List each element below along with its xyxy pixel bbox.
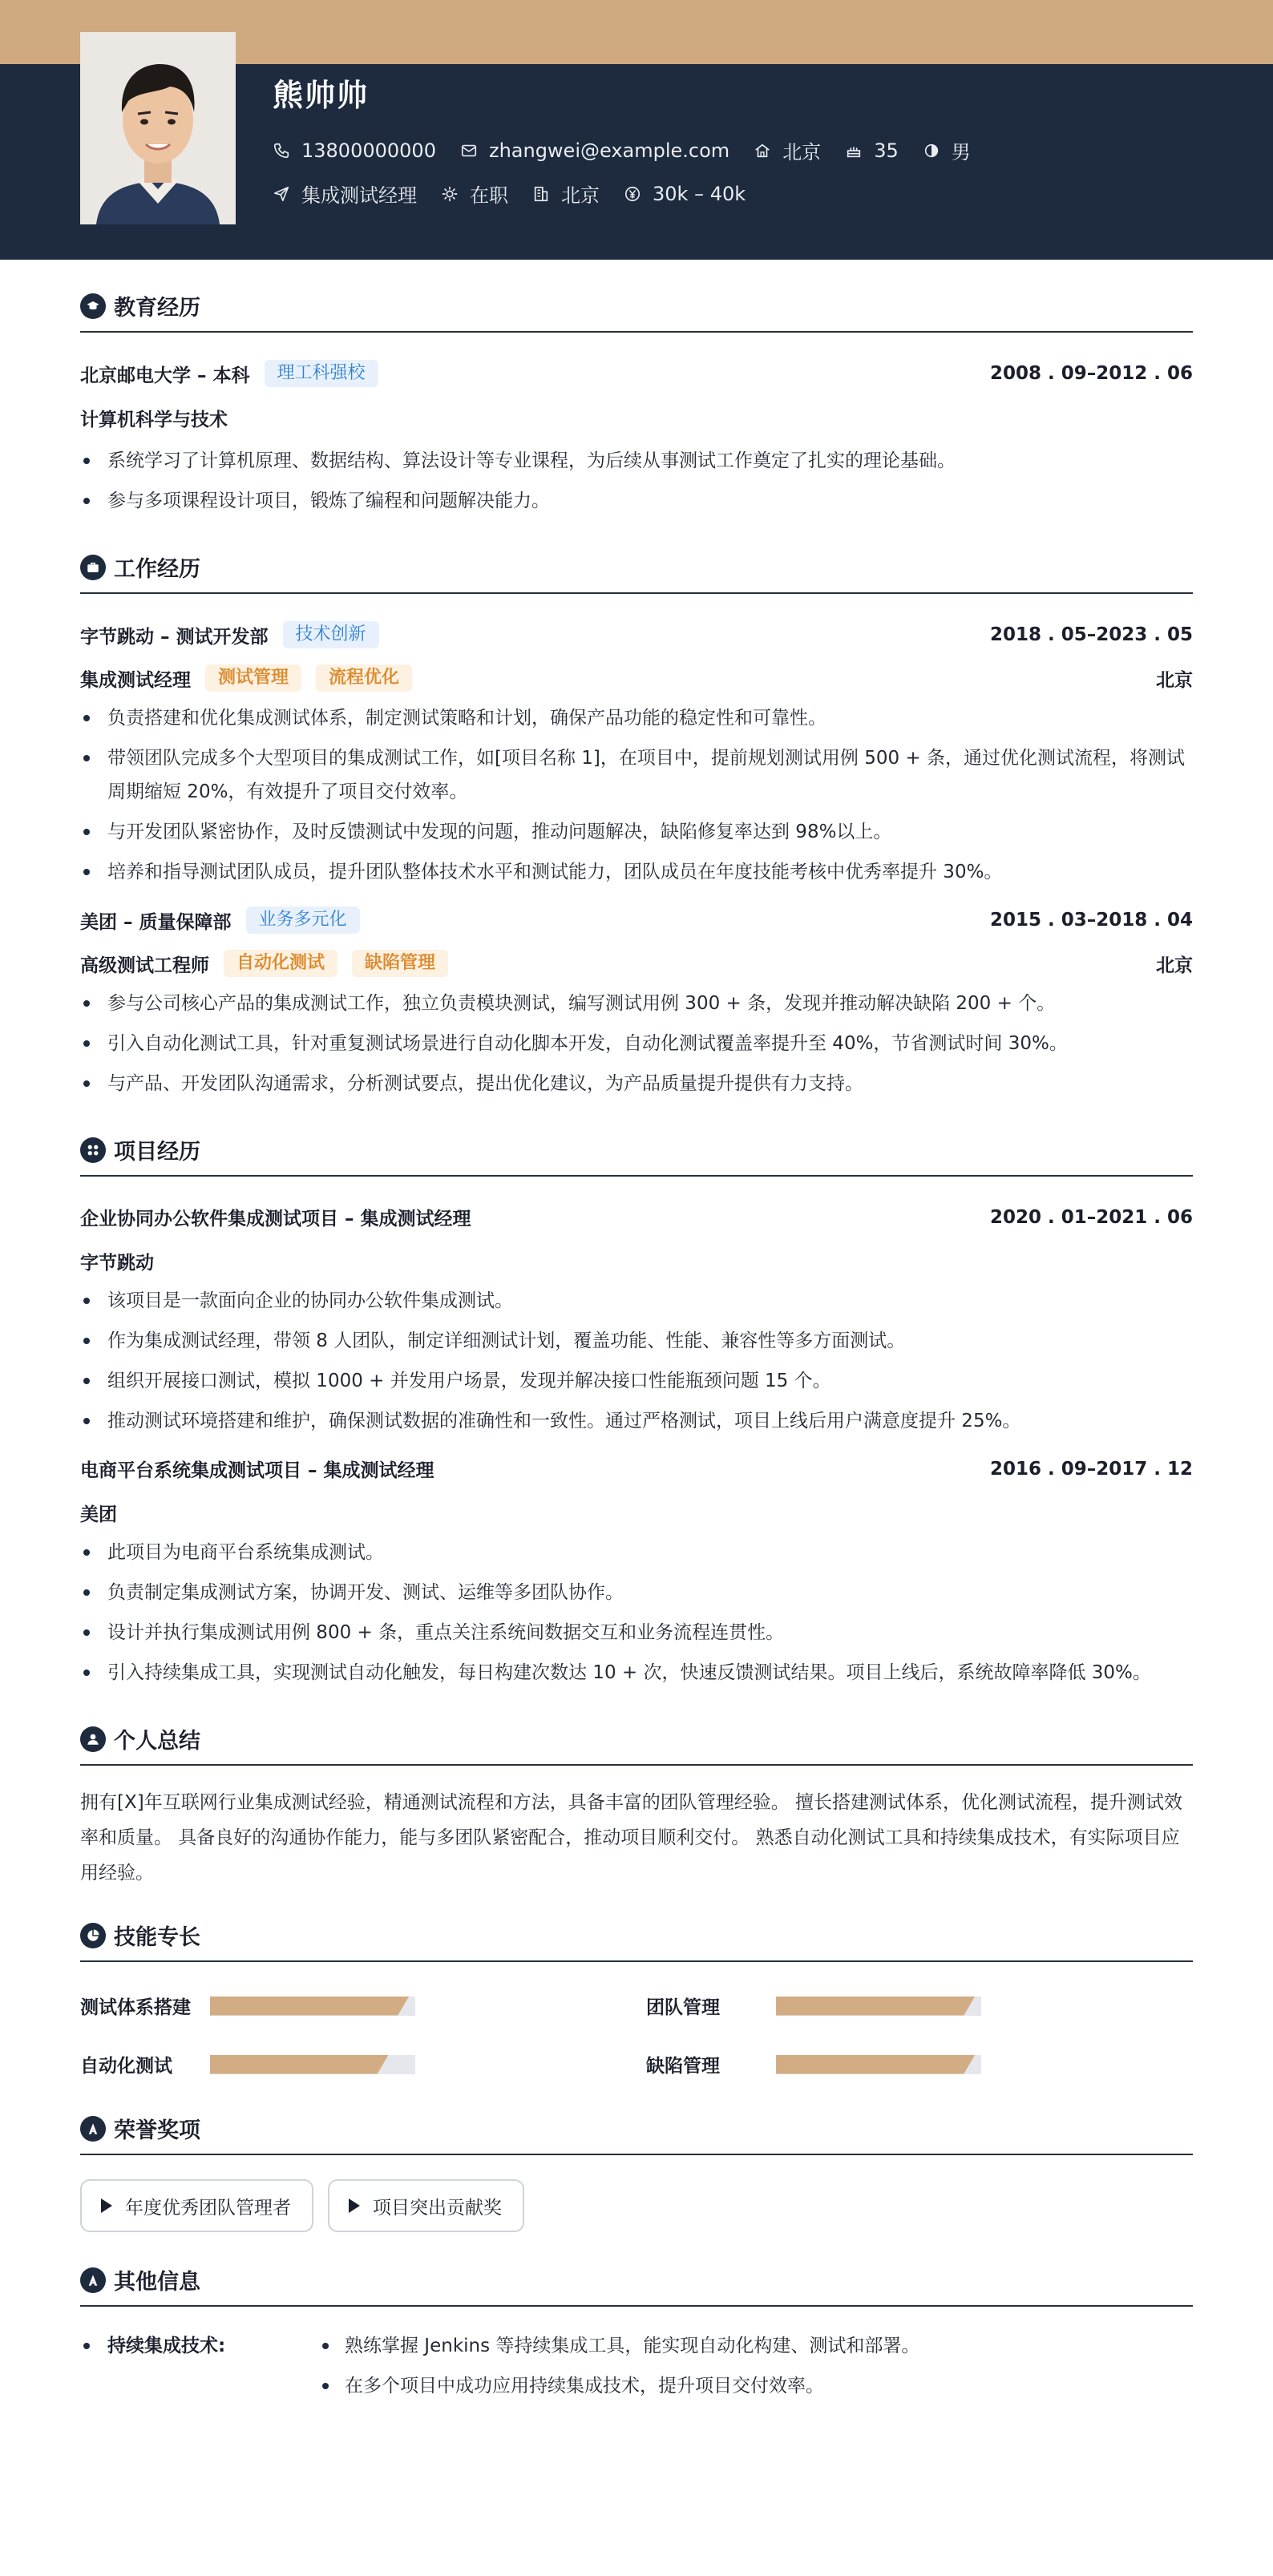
other-label: 持续集成技术: [80,2329,321,2409]
projects-title-text: 项目经历 [114,1140,200,1165]
work-title [80,551,1193,594]
list-item: 与产品、开发团队沟通需求，分析测试要点，提出优化建议，为产品质量提升提供有力支持。 [80,1067,1193,1100]
list-item: 引入持续集成工具，实现测试自动化触发，每日构建次数达 10 + 次，快速反馈测试结果。项目上线后，系统故障率降低 30%。 [80,1656,1193,1690]
other-list [321,2329,919,2409]
yen-icon [624,185,641,203]
honor-text: 年度优秀团队管理者 [125,2197,291,2219]
email-text: zhangwei@example.com [488,139,730,162]
job-entry [80,621,1193,889]
skills-title [80,1920,1193,1962]
job-date: 2018 . 05–2023 . 05 [989,624,1193,645]
skill-fill [776,2055,975,2074]
project-org: 字节跳动 [80,1253,154,1274]
list-item: 参与公司核心产品的集成测试工作，独立负责模块测试，编写测试用例 300 + 条，发现并推动解决缺陷 200 + 个。 [80,987,1193,1020]
job-location: 北京 [1156,669,1193,691]
job-target-text: 集成测试经理 [301,184,417,207]
list-item: 在多个项目中成功应用持续集成技术，提升项目交付效率。 [321,2369,919,2403]
other-title [80,2264,1193,2307]
project-entry [80,1204,1193,1438]
school-tag: 理工科强校 [265,360,378,387]
skills-grid [80,1993,1193,2077]
honor-chip [80,2179,313,2232]
list-item: 熟练掌握 Jenkins 等持续集成工具，能实现自动化构建、测试和部署。 [321,2329,919,2363]
skill-fill [210,2055,389,2074]
list-item: 推动测试环境搭建和维护，确保测试数据的准确性和一致性。通过严格测试，项目上线后用户满意度提升 25%。 [80,1404,1193,1438]
job-position-row [80,664,1193,692]
job-position: 高级测试工程师 [80,955,209,976]
contact-row [273,136,995,164]
skill-item [80,2051,646,2077]
list-item: 培养和指导测试团队成员，提升团队整体技术水平和测试能力，团队成员在年度技能考核中优秀率提升 30%。 [80,855,1193,889]
age-item [845,139,899,162]
gear-icon [441,185,459,203]
status-text: 在职 [470,184,508,207]
company-tag: 业务多元化 [246,906,360,934]
education-date: 2008 . 09–2012 . 06 [989,363,1193,384]
list-item: 组织开展接口测试，模拟 1000 + 并发用户场景，发现并解决接口性能瓶颈问题 15 个。 [80,1364,1193,1398]
job-target-item [273,180,417,208]
project-date: 2020 . 01–2021 . 06 [989,1206,1193,1228]
skill-bar [776,2055,981,2074]
summary-title-text: 个人总结 [114,1729,200,1754]
education-section [80,290,1193,518]
cake-icon [845,142,863,159]
age-text: 35 [874,139,899,162]
list-item: 与开发团队紧密协作，及时反馈测试中发现的问题，推动问题解决，缺陷修复率达到 98%以上。 [80,815,1193,849]
hometown-text: 北京 [782,141,822,164]
candidate-name: 熊帅帅 [273,78,370,113]
list-item: 该项目是一款面向企业的协同办公软件集成测试。 [80,1284,1193,1318]
list-item: 作为集成测试经理，带领 8 人团队，制定详细测试计划，覆盖功能、性能、兼容性等多方面测试。 [80,1324,1193,1358]
other-row [80,2329,1193,2409]
skill-bar [210,1997,415,2016]
summary-section [80,1723,1193,1891]
job-company: 美团 – 质量保障部 [80,911,232,933]
user-icon [80,1726,106,1752]
play-triangle-icon [349,2198,360,2213]
gender-text: 男 [951,141,971,164]
honors-title-text: 荣誉奖项 [114,2118,200,2143]
education-entry-header [80,360,1193,387]
honor-text: 项目突出贡献奖 [373,2197,502,2219]
job-location: 北京 [1156,955,1193,976]
info-icon [80,2267,106,2293]
project-org: 美团 [80,1504,117,1525]
resume-content [80,260,1193,2409]
skill-bar [776,1997,981,2016]
other-title-text: 其他信息 [114,2270,200,2295]
project-name: 电商平台系统集成测试项目 – 集成测试经理 [80,1460,434,1481]
other-section [80,2264,1193,2409]
list-item: 设计并执行集成测试用例 800 + 条，重点关注系统间数据交互和业务流程连贯性。 [80,1616,1193,1649]
phone-text: 13800000000 [301,139,436,162]
pie-chart-icon [80,1923,106,1948]
project-bullets [80,1284,1193,1438]
position-tag: 测试管理 [205,664,301,692]
job-entry [80,906,1193,1100]
job-position-row [80,950,1193,977]
summary-text: 拥有[X]年互联网行业集成测试经验，精通测试流程和方法，具备丰富的团队管理经验。 擅长搭建测试体系，优化测试流程，提升测试效率和质量。 具备良好的沟通协作能力，能与多团队紧密配合，推动项目顺利交付。 熟悉自动化测试工具和持续集成技术，有实际项目应用经验。 [80,1792,1183,1884]
job-position: 集成测试经理 [80,669,191,691]
education-bullets [80,444,1193,518]
salary-text: 30k – 40k [653,182,746,205]
summary-title [80,1723,1193,1766]
honors-list [80,2179,1193,2232]
home-icon [754,142,771,159]
phone-item [273,139,436,162]
avatar [80,32,236,224]
work-title-text: 工作经历 [114,557,200,582]
list-item: 带领团队完成多个大型项目的集成测试工作，如[项目名称 1]，在项目中，提前规划测试用例 500 + 条，通过优化测试流程，将测试周期缩短 20%，有效提升了项目交付效率。 [80,741,1193,809]
job-bullets [80,701,1193,889]
status-item [441,180,508,208]
project-bullets [80,1536,1193,1690]
skills-section [80,1920,1193,2077]
list-item: 此项目为电商平台系统集成测试。 [80,1536,1193,1569]
project-date: 2016 . 09–2017 . 12 [989,1458,1193,1480]
list-item: 系统学习了计算机原理、数据结构、算法设计等专业课程，为后续从事测试工作奠定了扎实的理论基础。 [80,444,1193,478]
position-tag: 自动化测试 [224,950,337,977]
skill-name: 团队管理 [646,1997,720,2018]
project-header [80,1456,1193,1482]
job-header [80,906,1193,934]
skill-fill [210,1997,409,2016]
play-triangle-icon [101,2198,112,2213]
hometown-item [754,136,821,164]
phone-icon [273,142,290,159]
gender-item [923,136,971,164]
honors-section [80,2113,1193,2232]
job-company: 字节跳动 – 测试开发部 [80,626,269,648]
education-title-text: 教育经历 [114,296,200,321]
position-tag: 流程优化 [316,664,412,692]
briefcase-icon [80,555,106,580]
company-tag: 技术创新 [283,621,379,648]
skill-bar [210,2055,415,2074]
grid-icon [80,1137,106,1163]
projects-title [80,1134,1193,1177]
list-item: 参与多项课程设计项目，锻炼了编程和问题解决能力。 [80,484,1193,518]
education-title [80,290,1193,333]
job-date: 2015 . 03–2018 . 04 [989,910,1193,931]
skill-fill [776,1997,975,2016]
city-text: 北京 [561,184,600,207]
mail-icon [460,142,478,159]
skill-item [646,2051,1193,2077]
skill-name: 自动化测试 [80,2056,172,2077]
job-bullets [80,987,1193,1100]
award-icon [80,2116,106,2142]
honors-title [80,2113,1193,2155]
list-item: 引入自动化测试工具，针对重复测试场景进行自动化脚本开发，自动化测试覆盖率提升至 40%，节省测试时间 30%。 [80,1027,1193,1060]
building-icon [532,185,550,203]
city-item [532,180,600,208]
position-tag: 缺陷管理 [352,950,448,977]
projects-section [80,1134,1193,1690]
skill-item [80,1993,646,2019]
project-name: 企业协同办公软件集成测试项目 – 集成测试经理 [80,1209,471,1229]
major-name: 计算机科学与技术 [80,410,228,430]
honor-chip [328,2179,524,2232]
graduation-cap-icon [80,293,106,319]
skill-name: 缺陷管理 [646,2056,720,2077]
job-row [273,180,770,208]
skills-title-text: 技能专长 [114,1925,200,1950]
project-header [80,1204,1193,1230]
skill-name: 测试体系搭建 [80,1997,191,2018]
list-item: 负责制定集成测试方案，协调开发、测试、运维等多团队协作。 [80,1576,1193,1609]
work-section [80,551,1193,1100]
list-item: 负责搭建和优化集成测试体系，制定测试策略和计划，确保产品功能的稳定性和可靠性。 [80,701,1193,735]
salary-item [624,183,746,205]
job-header [80,621,1193,648]
send-icon [273,185,290,203]
gender-icon [923,142,940,159]
avatar-portrait [80,32,236,224]
email-item [460,139,729,162]
skill-item [646,1993,1193,2019]
school-name: 北京邮电大学 – 本科 [80,365,250,386]
project-entry [80,1456,1193,1690]
